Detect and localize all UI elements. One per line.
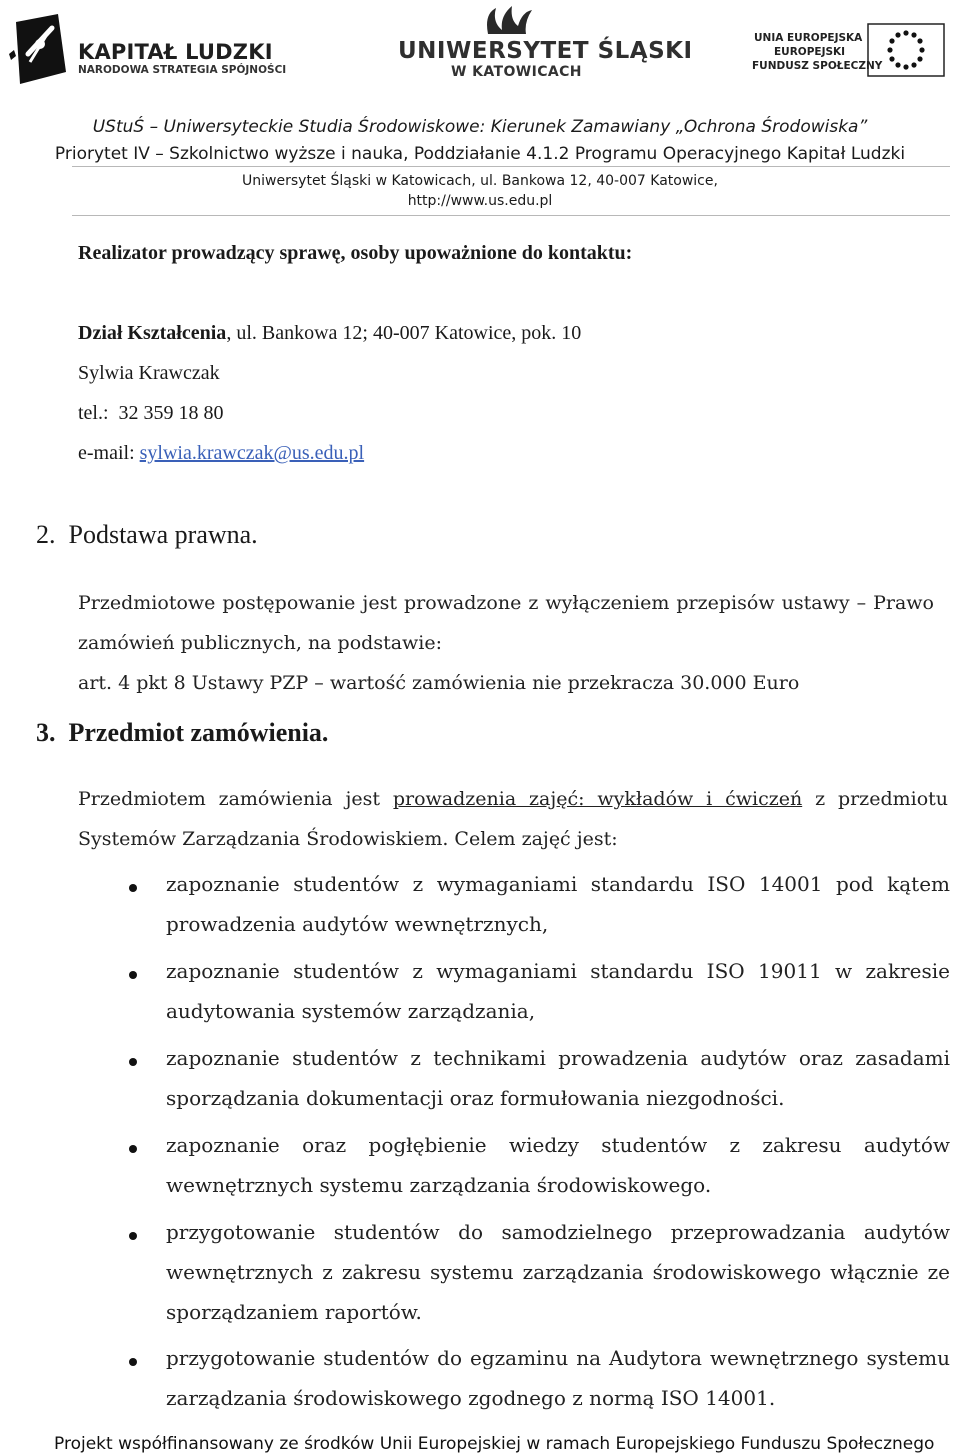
email-label: e-mail: [78, 442, 140, 464]
list-item-line: sporządzania dokumentacji oraz formułowania niezgodności. [166, 1086, 785, 1110]
department-name: Dział Kształcenia [78, 322, 227, 344]
list-item-line: audytowania systemów zarządzania, [166, 999, 536, 1023]
list-item-line: przygotowanie studentów do egzaminu na Audytora wewnętrznego systemu [166, 1346, 950, 1370]
section3-intro-line2: Systemów Zarządzania Środowiskiem. Celem zajęć jest: [78, 828, 618, 850]
bullet-dot-icon [129, 1358, 137, 1366]
list-item [166, 1338, 950, 1418]
list-item [166, 1038, 950, 1118]
list-item [166, 864, 950, 944]
list-item-line: zapoznanie oraz pogłębienie wiedzy studentów z zakresu audytów [166, 1133, 950, 1157]
intro-post: z przedmiotu [802, 788, 949, 810]
section3-heading: 3. Przedmiot zamówienia. [36, 718, 329, 747]
list-item-line: sporządzaniem raportów. [166, 1300, 422, 1324]
bullet-dot-icon [129, 1058, 137, 1066]
contact-email-line [78, 442, 364, 465]
section2-heading: 2. Podstawa prawna. [36, 520, 258, 549]
list-item [166, 951, 950, 1031]
list-item-line: prowadzenia audytów wewnętrznych, [166, 912, 549, 936]
list-item [166, 1212, 950, 1332]
eu-line1: UNIA EUROPEJSKA [754, 32, 863, 44]
list-item-line: przygotowanie studentów do samodzielnego przeprowadzania audytów [166, 1220, 950, 1244]
university-emblem-icon [392, 4, 632, 40]
section2-paragraph-line2: zamówień publicznych, na podstawie: [78, 632, 443, 654]
section3-intro-line1 [78, 788, 948, 810]
address-line: Uniwersytet Śląski w Katowicach, ul. Bankowa 12, 40-007 Katowice, [242, 173, 718, 189]
department-address: , ul. Bankowa 12; 40-007 Katowice, pok. 10 [226, 322, 582, 344]
kapital-ludzki-subtitle: NARODOWA STRATEGIA SPÓJNOŚCI [78, 64, 287, 76]
list-item-line: zapoznanie studentów z technikami prowadzenia audytów oraz zasadami [166, 1046, 950, 1070]
university-city: W KATOWICACH [451, 64, 582, 80]
project-title: UStuŚ – Uniwersyteckie Studia Środowiskowe: Kierunek Zamawiany „Ochrona Środowiska” [92, 117, 868, 137]
list-item-line: zapoznanie studentów z wymaganiami standardu ISO 14001 pod kątem [166, 872, 950, 896]
list-item-line: wewnętrznych systemu zarządzania środowiskowego. [166, 1173, 712, 1197]
header-divider-top [72, 166, 950, 167]
list-item [166, 1125, 950, 1205]
bullet-dot-icon [129, 1232, 137, 1240]
priority-line: Priorytet IV – Szkolnictwo wyższe i nauka, Poddziałanie 4.1.2 Programu Operacyjnego Kapitał Ludzki [54, 144, 906, 164]
contact-person: Sylwia Krawczak [78, 362, 220, 384]
kapital-ludzki-title: KAPITAŁ LUDZKI [78, 40, 273, 64]
intro-underlined: prowadzenia zajęć: wykładów i ćwiczeń [392, 788, 803, 810]
eu-line3: FUNDUSZ SPOŁECZNY [752, 60, 883, 72]
list-item-line: zapoznanie studentów z wymaganiami standardu ISO 19011 w zakresie [166, 959, 950, 983]
contact-heading: Realizator prowadzący sprawę, osoby upoważnione do kontaktu: [78, 242, 633, 264]
eu-line2: EUROPEJSKI [774, 46, 846, 58]
list-item-line: wewnętrznych z zakresu systemu zarządzania środowiskowego włącznie ze [166, 1260, 950, 1284]
kapital-ludzki-emblem-icon [6, 10, 76, 90]
department-line [78, 322, 581, 345]
email-link[interactable]: sylwia.krawczak@us.edu.pl [139, 442, 365, 464]
intro-pre: Przedmiotem zamówienia jest [78, 788, 393, 810]
contact-phone: tel.: 32 359 18 80 [78, 402, 224, 424]
section2-paragraph-line1: Przedmiotowe postępowanie jest prowadzone z wyłączeniem przepisów ustawy – Prawo [78, 592, 934, 614]
list-item-line: zarządzania środowiskowego zgodnego z normą ISO 14001. [166, 1386, 776, 1410]
footer-note: Projekt współfinansowany ze środków Unii Europejskiej w ramach Europejskiego Funduszu Społecznego [54, 1434, 935, 1454]
website-line: http://www.us.edu.pl [407, 193, 553, 209]
section2-article: art. 4 pkt 8 Ustawy PZP – wartość zamówienia nie przekracza 30.000 Euro [78, 672, 800, 694]
university-name: UNIWERSYTET ŚLĄSKI [398, 38, 693, 64]
bullet-dot-icon [129, 1145, 137, 1153]
header-divider-bottom [72, 215, 950, 216]
bullet-dot-icon [129, 884, 137, 892]
bullet-dot-icon [129, 971, 137, 979]
